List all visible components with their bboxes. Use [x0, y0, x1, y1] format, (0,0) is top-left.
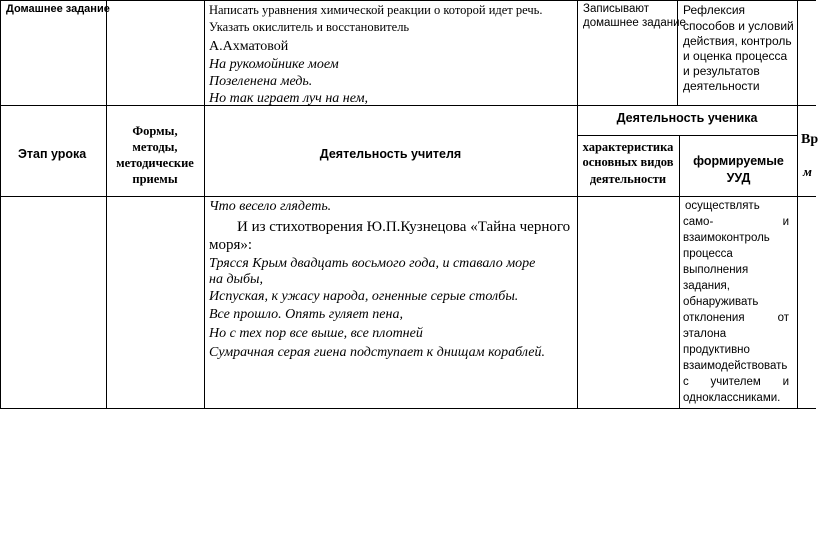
table-border-bottom — [0, 408, 816, 409]
student-activity-text: домашнее задание — [583, 17, 686, 29]
col-divider — [106, 0, 107, 409]
uud-line: выполнения — [683, 264, 749, 276]
poem-line: Но так играет луч на нем, — [209, 91, 369, 106]
header-teacher: Деятельность учителя — [319, 147, 462, 161]
homework-instruction: Написать уравнения химической реакции о которой идет речь. — [209, 3, 543, 17]
row-divider — [0, 196, 816, 197]
uud-line: задания, — [683, 280, 730, 292]
poem-line: На рукомойнике моем — [209, 57, 339, 72]
poem-line: Но с тех пор все выше, все плотней — [209, 326, 423, 341]
uud-line — [683, 216, 789, 228]
uud-word: само- — [683, 216, 714, 228]
col-divider — [0, 0, 1, 409]
uud-text: Рефлексия — [683, 3, 746, 17]
uud-line: взаимоконтроль — [683, 232, 770, 244]
header-forms-line: методические — [116, 156, 194, 170]
col-divider — [204, 0, 205, 409]
teacher-text-line: Что весело глядеть. — [209, 199, 332, 214]
uud-text: способов и условий — [683, 19, 794, 33]
header-char-line: характеристика — [582, 140, 674, 154]
table-border-top — [0, 0, 816, 1]
header-char-line: деятельности — [589, 172, 667, 186]
uud-word: и — [782, 376, 789, 388]
uud-word: учителем — [710, 376, 761, 388]
poem-author: А.Ахматовой — [209, 39, 289, 54]
uud-text: и результатов — [683, 64, 760, 78]
uud-line: осуществлять — [685, 200, 760, 212]
poem-line: Сумрачная серая гиена подступает к днищам кораблей. — [209, 345, 545, 360]
header-time-partial: Вр — [801, 132, 818, 147]
header-char-line: основных видов — [582, 155, 674, 169]
col-divider — [797, 0, 798, 409]
col-divider — [577, 0, 578, 409]
homework-instruction: Указать окислитель и восстановитель — [209, 20, 410, 34]
teacher-text-line: И из стихотворения Ю.П.Кузнецова «Тайна черного — [237, 219, 571, 235]
uud-line — [683, 376, 789, 388]
stage-homework: Домашнее задание — [6, 3, 110, 15]
header-uud-line: формируемые — [693, 154, 784, 168]
header-uud-line: УУД — [726, 171, 751, 185]
uud-text: деятельности — [683, 79, 760, 93]
poem-line: на дыбы, — [209, 272, 264, 287]
row-divider — [0, 105, 816, 106]
col-divider — [677, 0, 678, 106]
poem-line: Испуская, к ужасу народа, огненные серые столбы. — [209, 289, 519, 304]
uud-line: продуктивно — [683, 344, 750, 356]
uud-line: процесса — [683, 248, 733, 260]
header-forms-line: приемы — [132, 172, 178, 186]
header-forms-line: Формы, — [132, 124, 178, 138]
poem-line: Позеленена медь. — [209, 74, 313, 89]
teacher-text-line: моря»: — [209, 237, 253, 253]
uud-line: взаимодействовать — [683, 360, 788, 372]
uud-word: отклонения — [683, 312, 745, 324]
uud-line — [683, 312, 789, 324]
subheader-divider — [577, 135, 797, 136]
header-student-activity: Деятельность ученика — [616, 111, 758, 125]
uud-line: эталона — [683, 328, 727, 340]
header-forms-line: методы, — [132, 140, 178, 154]
uud-word: с — [683, 376, 689, 388]
poem-line: Трясся Крым двадцать восьмого года, и ставало море — [209, 256, 536, 271]
header-time-partial: м — [803, 164, 812, 179]
header-stage: Этап урока — [18, 147, 87, 161]
uud-word: и — [782, 216, 789, 228]
uud-line: обнаруживать — [683, 296, 759, 308]
poem-line: Все прошло. Опять гуляет пена, — [209, 307, 403, 322]
student-activity-text: Записывают — [583, 3, 650, 15]
uud-line: одноклассниками. — [683, 392, 781, 404]
uud-word: от — [777, 312, 789, 324]
uud-text: и оценка процесса — [683, 49, 788, 63]
uud-text: действия, контроль — [683, 34, 792, 48]
